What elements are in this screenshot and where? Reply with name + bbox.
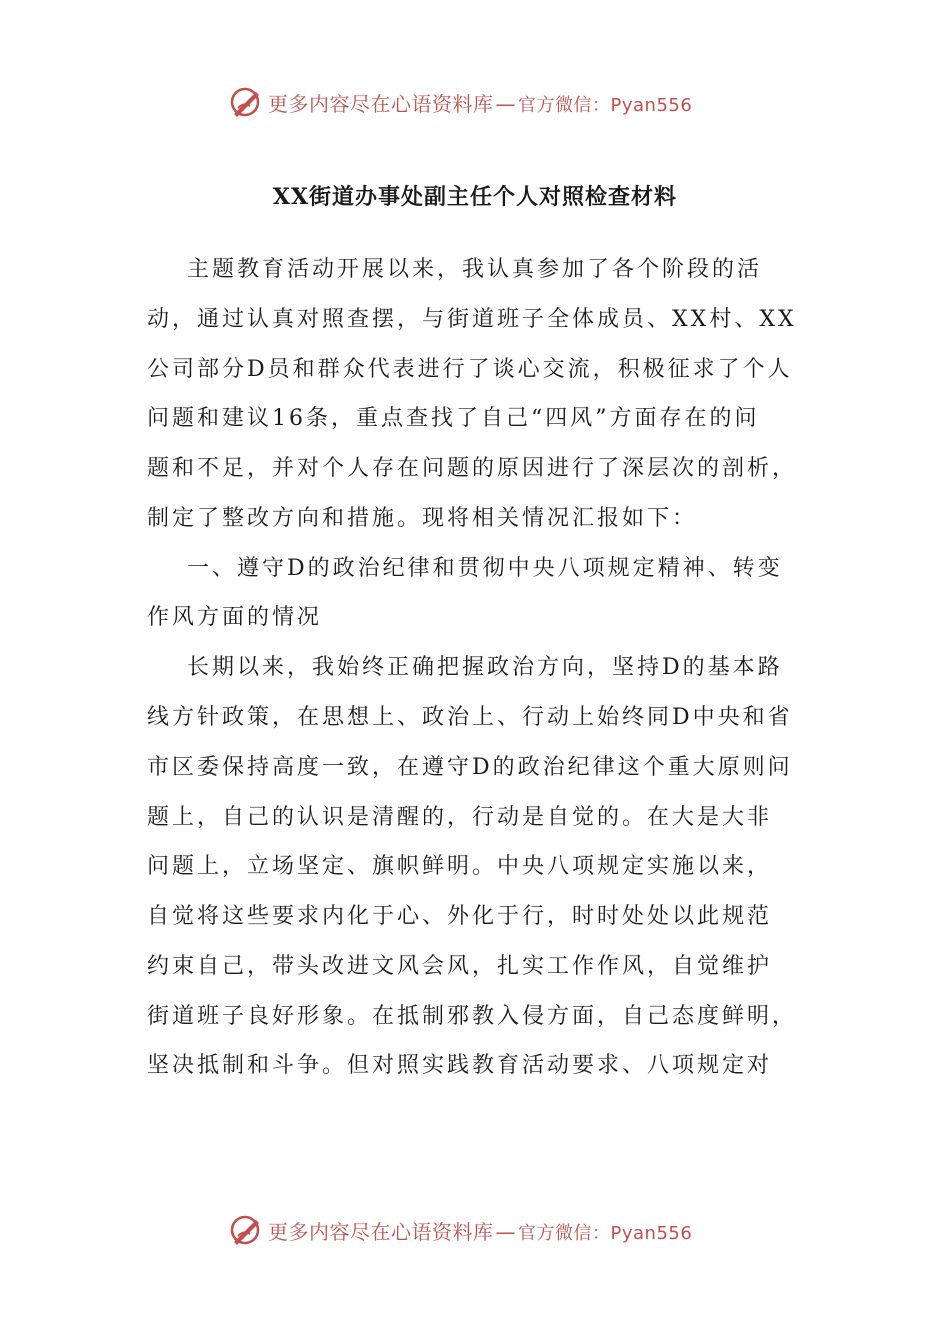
document-title: XX街道办事处副主任个人对照检查材料 bbox=[272, 184, 678, 210]
header-banner bbox=[0, 82, 950, 122]
banner-wechat-text: 官方微信：Pyan556 bbox=[518, 1223, 693, 1244]
body-line: 问题和建议16条，重点查找了自己“四风”方面存在的问 bbox=[147, 406, 760, 431]
body-line: 问题上，立场坚定、旗帜鲜明。中央八项规定实施以来， bbox=[147, 854, 773, 879]
banner-separator: — bbox=[495, 1220, 516, 1244]
banner-text bbox=[268, 1216, 692, 1245]
pen-logo-icon bbox=[228, 84, 264, 120]
section-heading: 一、遵守D的政治纪律和贯彻中央八项规定精神、转变 bbox=[147, 556, 783, 581]
body-line: 公司部分D员和群众代表进行了谈心交流，积极征求了个人 bbox=[147, 357, 793, 382]
body-line: 约束自己，带头改进文风会风，扎实工作作风，自觉维护 bbox=[147, 954, 773, 979]
body-line: 制定了整改方向和措施。现将相关情况汇报如下： bbox=[147, 506, 698, 531]
section-heading: 作风方面的情况 bbox=[147, 605, 323, 630]
body-line: 自觉将这些要求内化于心、外化于行，时时处处以此规范 bbox=[147, 904, 773, 929]
body-line: 动，通过认真对照查摆，与街道班子全体成员、XX村、XX bbox=[147, 307, 797, 332]
banner-wechat-text: 官方微信：Pyan556 bbox=[518, 95, 693, 116]
body-line: 市区委保持高度一致，在遵守D的政治纪律这个重大原则问 bbox=[147, 755, 793, 780]
body-line: 主题教育活动开展以来，我认真参加了各个阶段的活 bbox=[147, 257, 762, 282]
body-line: 线方针政策，在思想上、政治上、行动上始终同D中央和省 bbox=[147, 705, 793, 730]
banner-separator: — bbox=[495, 92, 516, 116]
body-line: 题和不足，并对个人存在问题的原因进行了深层次的剖析， bbox=[147, 456, 798, 481]
body-line: 长期以来，我始终正确把握政治方向，坚持D的基本路 bbox=[147, 655, 783, 680]
body-line: 坚决抵制和斗争。但对照实践教育活动要求、八项规定对 bbox=[147, 1053, 773, 1078]
banner-text bbox=[268, 88, 692, 117]
banner-site-text: 更多内容尽在心语资料库 bbox=[268, 92, 494, 116]
footer-banner bbox=[0, 1210, 950, 1250]
banner-site-text: 更多内容尽在心语资料库 bbox=[268, 1220, 494, 1244]
body-line: 街道班子良好形象。在抵制邪教入侵方面，自己态度鲜明， bbox=[147, 1004, 798, 1029]
body-line: 题上，自己的认识是清醒的，行动是自觉的。在大是大非 bbox=[147, 805, 773, 830]
pen-logo-icon bbox=[228, 1212, 264, 1248]
